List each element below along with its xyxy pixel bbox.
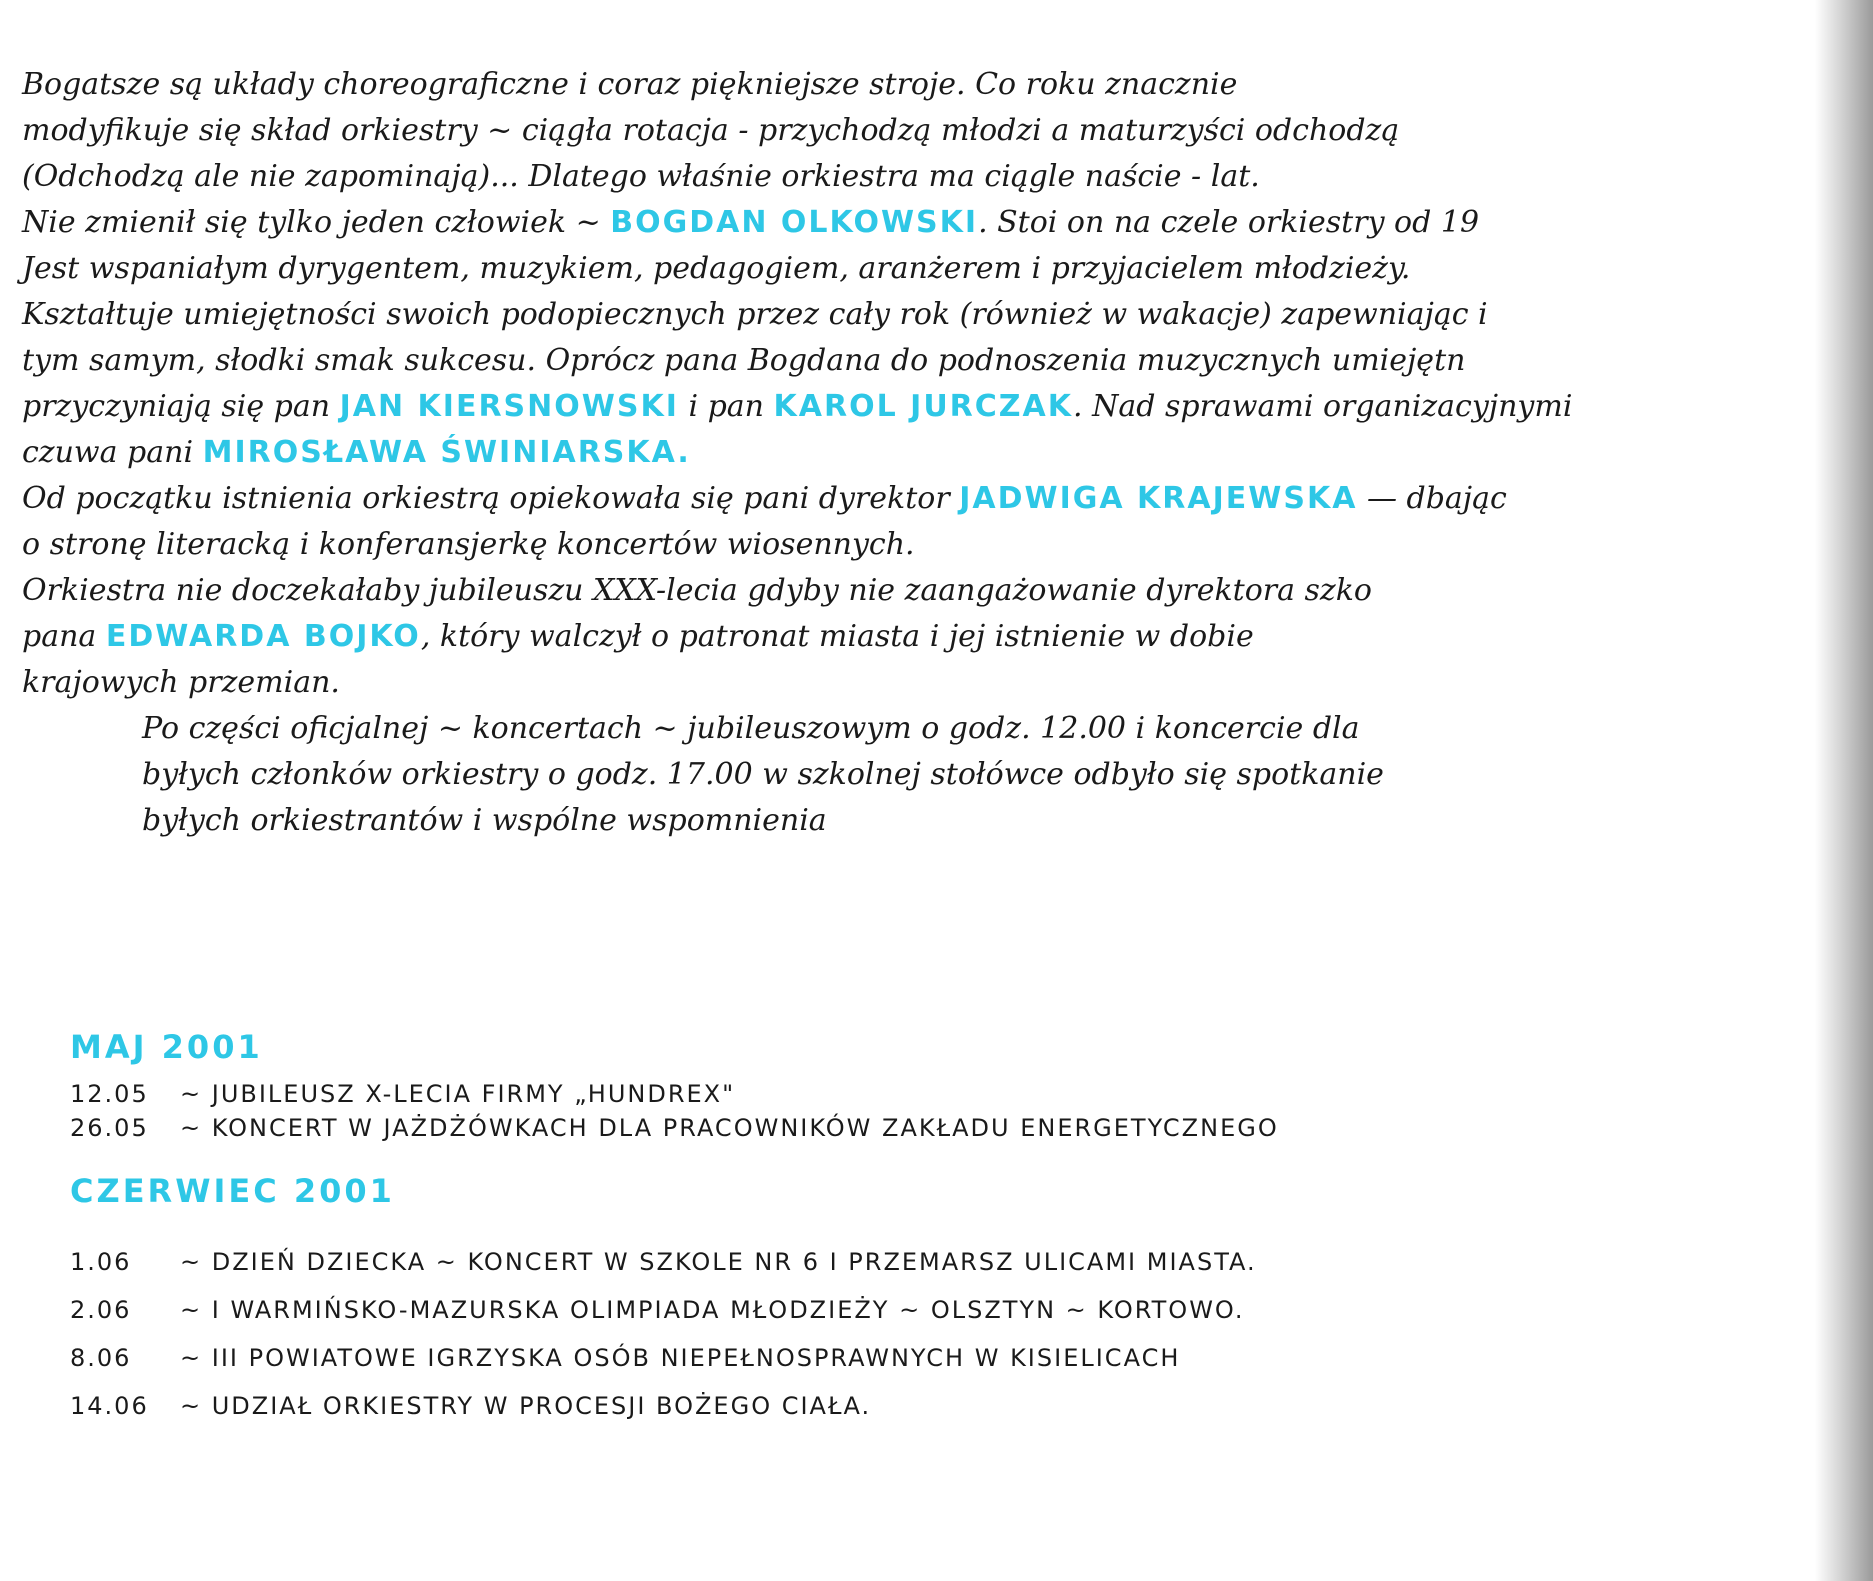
text-line <box>22 108 1862 154</box>
text-line <box>22 614 1862 660</box>
text-line-content: . Stoi on na czele orkiestry od 19 <box>978 205 1480 240</box>
text-line-content: Bogatsze są układy choreograficzne i coraz piękniejsze stroje. Co roku znacznie <box>22 67 1238 102</box>
text-line <box>22 292 1862 338</box>
text-line-content: Orkiestra nie doczekałaby jubileuszu XXX-lecia gdyby nie zaangażowanie dyrektora szko <box>22 573 1372 608</box>
event-date: 8.06 <box>70 1344 132 1372</box>
text-line-content: pana <box>22 619 97 654</box>
highlighted-name: JAN KIERSNOWSKI <box>339 389 679 424</box>
event-text: ~ III POWIATOWE IGRZYSKA OSÓB NIEPEŁNOSPRAWNYCH W KISIELICACH <box>180 1344 1181 1372</box>
text-line-content: Kształtuje umiejętności swoich podopiecznych przez cały rok (również w wakacje) zapewniając i <box>22 297 1488 332</box>
section-title-june: CZERWIEC 2001 <box>70 1172 395 1210</box>
text-line-content: Jest wspaniałym dyrygentem, muzykiem, pedagogiem, aranżerem i przyjacielem młodzieży. <box>22 251 1411 286</box>
text-line <box>22 384 1862 430</box>
text-line <box>22 338 1862 384</box>
highlighted-name: MIROSŁAWA ŚWINIARSKA. <box>202 435 691 470</box>
event-date: 26.05 <box>70 1114 149 1142</box>
text-line <box>22 476 1862 522</box>
event-row <box>70 1114 1279 1142</box>
text-line-content: Nie zmienił się tylko jeden człowiek ~ <box>22 205 601 240</box>
text-line <box>22 706 1862 752</box>
highlighted-name: EDWARDA BOJKO <box>105 619 421 654</box>
text-line-content: krajowych przemian. <box>22 665 340 700</box>
text-line-content: (Odchodzą ale nie zapominają)... Dlatego właśnie orkiestra ma ciągle naście - lat. <box>22 159 1260 194</box>
text-line <box>22 522 1862 568</box>
text-line-content: — dbając <box>1366 481 1507 516</box>
text-line <box>22 660 1862 706</box>
text-line-content: Od początku istnienia orkiestrą opiekowała się pani dyrektor <box>22 481 950 516</box>
section-title-may: MAJ 2001 <box>70 1028 263 1066</box>
text-line-content: byłych orkiestrantów i wspólne wspomnienia <box>142 803 827 838</box>
event-row <box>70 1080 735 1108</box>
text-line <box>22 200 1862 246</box>
text-line-content: . Nad sprawami organizacyjnymi <box>1073 389 1573 424</box>
text-line <box>22 430 1862 476</box>
highlighted-name-conductor: BOGDAN OLKOWSKI <box>610 205 979 240</box>
text-line-content: modyfikuje się skład orkiestry ~ ciągła rotacja - przychodzą młodzi a maturzyści odchodzą <box>22 113 1400 148</box>
text-line <box>22 154 1862 200</box>
text-line <box>22 568 1862 614</box>
event-text: ~ I WARMIŃSKO-MAZURSKA OLIMPIADA MŁODZIEŻY ~ OLSZTYN ~ KORTOWO. <box>180 1296 1245 1324</box>
event-date: 12.05 <box>70 1080 149 1108</box>
text-line-content: tym samym, słodki smak sukcesu. Oprócz pana Bogdana do podnoszenia muzycznych umiejętn <box>22 343 1466 378</box>
text-line-content: czuwa pani <box>22 435 194 470</box>
text-line <box>22 246 1862 292</box>
event-date: 14.06 <box>70 1392 149 1420</box>
event-row <box>70 1344 1180 1372</box>
text-line-content: o stronę literacką i konferansjerkę koncertów wiosennych. <box>22 527 915 562</box>
text-line <box>22 62 1862 108</box>
event-row <box>70 1392 871 1420</box>
event-date: 2.06 <box>70 1296 132 1324</box>
page-edge-shadow <box>1815 0 1873 1581</box>
text-line <box>22 798 1862 844</box>
event-row <box>70 1296 1244 1324</box>
text-line <box>22 752 1862 798</box>
highlighted-name: KAROL JURCZAK <box>773 389 1074 424</box>
event-date: 1.06 <box>70 1248 132 1276</box>
event-row <box>70 1248 1257 1276</box>
event-text: ~ JUBILEUSZ X-LECIA FIRMY „HUNDREX" <box>180 1080 736 1108</box>
text-line-content: i pan <box>688 389 764 424</box>
highlighted-name: JADWIGA KRAJEWSKA <box>959 481 1358 516</box>
text-line-content: Po części oficjalnej ~ koncertach ~ jubileuszowym o godz. 12.00 i koncercie dla <box>142 711 1360 746</box>
text-line-content: przyczyniają się pan <box>22 389 331 424</box>
event-text: ~ UDZIAŁ ORKIESTRY W PROCESJI BOŻEGO CIAŁA. <box>180 1392 872 1420</box>
chronicle-paragraph <box>22 62 1862 844</box>
event-text: ~ KONCERT W JAŻDŻÓWKACH DLA PRACOWNIKÓW ZAKŁADU ENERGETYCZNEGO <box>180 1114 1279 1142</box>
text-line-content: , który walczył o patronat miasta i jej istnienie w dobie <box>420 619 1254 654</box>
text-line-content: byłych członków orkiestry o godz. 17.00 w szkolnej stołówce odbyło się spotkanie <box>142 757 1384 792</box>
event-text: ~ DZIEŃ DZIECKA ~ KONCERT W SZKOLE NR 6 I PRZEMARSZ ULICAMI MIASTA. <box>180 1248 1257 1276</box>
